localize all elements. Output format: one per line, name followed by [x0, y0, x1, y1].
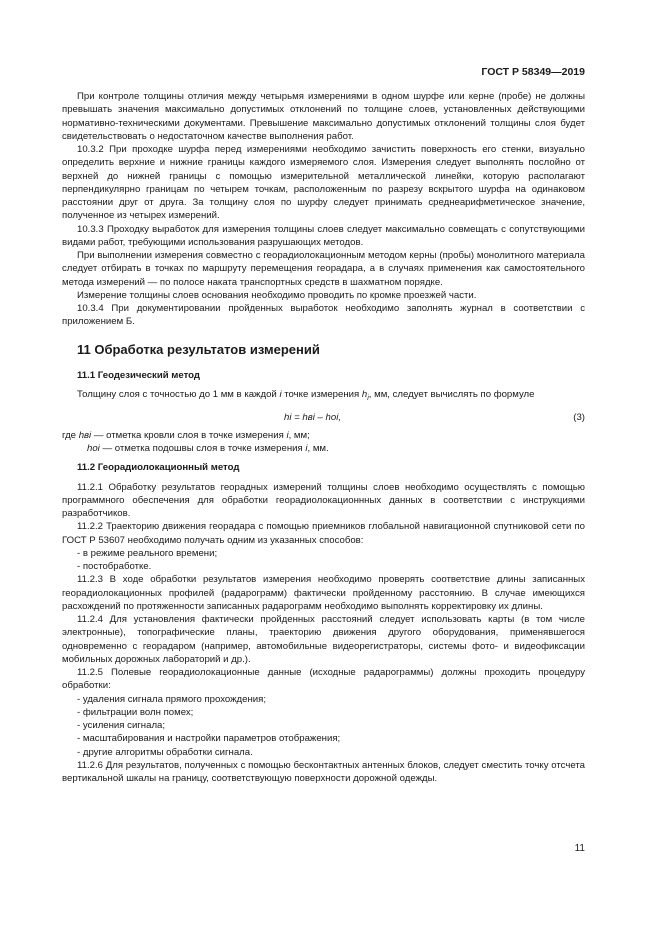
paragraph	[62, 388, 585, 405]
where-block	[62, 429, 585, 456]
paragraph: 11.2.1 Обработку результатов георадных измерений толщины слоев необходимо осуществлять с помощью программного обеспечения для обработки георадиолокационнных данных в соответствии с инструкциями разработчиков.	[62, 481, 585, 520]
symbol: hвi	[78, 429, 92, 441]
text: , мм, следует вычислять по формуле	[368, 388, 535, 400]
page-number: 11	[574, 843, 585, 854]
formula-number: (3)	[573, 411, 585, 423]
where-line	[62, 429, 585, 442]
text: i	[279, 388, 282, 400]
list	[62, 547, 585, 574]
paragraph: 11.2.5 Полевые георадиолокационные данные (исходные радарограммы) должны проходить процедуру обработки:	[62, 667, 585, 692]
paragraph: 10.3.3 Проходку выработок для измерения толщины слоев следует максимально совмещать с сопутствующими видами работ, требующими использования разрушающих методов.	[62, 223, 585, 248]
list-item: - удаления сигнала прямого прохождения;	[77, 693, 266, 705]
text: точке измерения	[281, 388, 362, 400]
text: Толщину слоя с точностью до 1 мм в каждой	[77, 388, 280, 400]
paragraph: 10.3.4 При документировании пройденных выработок необходимо заполнять журнал в соответствии с приложением Б.	[62, 303, 585, 328]
text: — отметка кровли слоя в точке измерения	[91, 429, 287, 441]
section-title: 11 Обработка результатов измерений	[77, 341, 320, 357]
text: i	[286, 429, 289, 441]
subsection-title: 11.1 Геодезический метод	[77, 369, 200, 381]
paragraph: 11.2.6 Для результатов, полученных с помощью бесконтактных антенных блоков, следует сместить точку отсчета вертикальной шкалы на границу, соответствующую поверхности дорожной одежды.	[62, 759, 585, 785]
where-line	[62, 442, 585, 455]
list-item: - в режиме реального времени;	[77, 547, 218, 559]
paragraph: 11.2.4 Для установления фактически пройденных расстояний следует использовать карты (в том числе электронные), топографические планы, траекторию движения другого оборудования, применявшегося одновременно с георадаром (например, автомобильные видеорегистраторы, системы фото- и видеофиксации мобильных дорожных лабораторий и др.).	[62, 614, 585, 665]
paragraph: 11.2.3 В ходе обработки результатов измерения необходимо проверять соответствие длины записанных георадиолокационных профилей (радарограмм) фактически пройденному расстоянию. В случае имеющихся расхождений по протяженности записанных радарограмм необходимо выполнять корректировку их длины.	[62, 574, 585, 612]
paragraph: При контроле толщины отличия между четырьмя измерениями в одном шурфе или керне (пробе) не должны превышать значения максимально допустимых отклонений по толщине слоев, установленных действующими нормативно-техническими документами. Превышение максимально допустимых отклонений толщины слоя будет свидетельствовать о недостаточном качестве выполнения работ.	[62, 91, 585, 142]
formula: hi = hвi – hoi,	[284, 411, 342, 423]
text: i	[305, 443, 308, 455]
text: , мм.	[307, 443, 329, 455]
symbol: hoi	[87, 443, 100, 455]
text: — отметка подошвы слоя в точке измерения	[99, 443, 306, 455]
text: , мм;	[288, 429, 310, 441]
list-item: - фильтрации волн помех;	[77, 706, 194, 718]
subsection-title: 11.2 Георадиолокационный метод	[77, 462, 240, 474]
paragraph: 10.3.2 При проходке шурфа перед измерениями необходимо зачистить поверхность его стенки, визуально определить верхние и нижние границы каждого измеряемого слоя. Измерения следует выполнять послойно от верхней до нижней границы с помощью измерительной металлической линейки, которую располагают перпендикулярно границам по четырем точкам, расположенным по разрезу вскрытого шурфа на одинаковом расстоянии друг от друга. За толщину слоя по шурфу следует принимать среднеарифметическое значение, полученное из четырех измерений.	[62, 144, 585, 222]
page-content	[62, 90, 585, 785]
paragraph: Измерение толщины слоев основания необходимо проводить по кромке проезжей части.	[77, 289, 477, 301]
paragraph: 11.2.2 Траекторию движения георадара с помощью приемников глобальной навигационной спутниковой сети по ГОСТ Р 53607 необходимо получать одним из указанных способов:	[62, 521, 585, 546]
list-item: - масштабирования и настройки параметров отображения;	[77, 733, 341, 745]
formula-block	[62, 407, 585, 429]
text: i	[367, 394, 369, 402]
list-item: - усиления сигнала;	[77, 720, 166, 732]
document-id-header: ГОСТ Р 58349—2019	[481, 66, 585, 78]
text: где	[62, 429, 77, 441]
list-item: - другие алгоритмы обработки сигнала.	[77, 746, 253, 758]
list	[62, 693, 585, 759]
paragraph: При выполнении измерения совместно с георадиолокационным методом керны (пробы) монолитного материала следует отбирать в точках по маршруту перемещения георадара, а в случаях применения как самостоятельного метода измерений — по полосе наката транспортных средств в шахматном порядке.	[62, 250, 585, 288]
list-item: - постобработке.	[77, 561, 152, 573]
text: h	[361, 388, 368, 400]
